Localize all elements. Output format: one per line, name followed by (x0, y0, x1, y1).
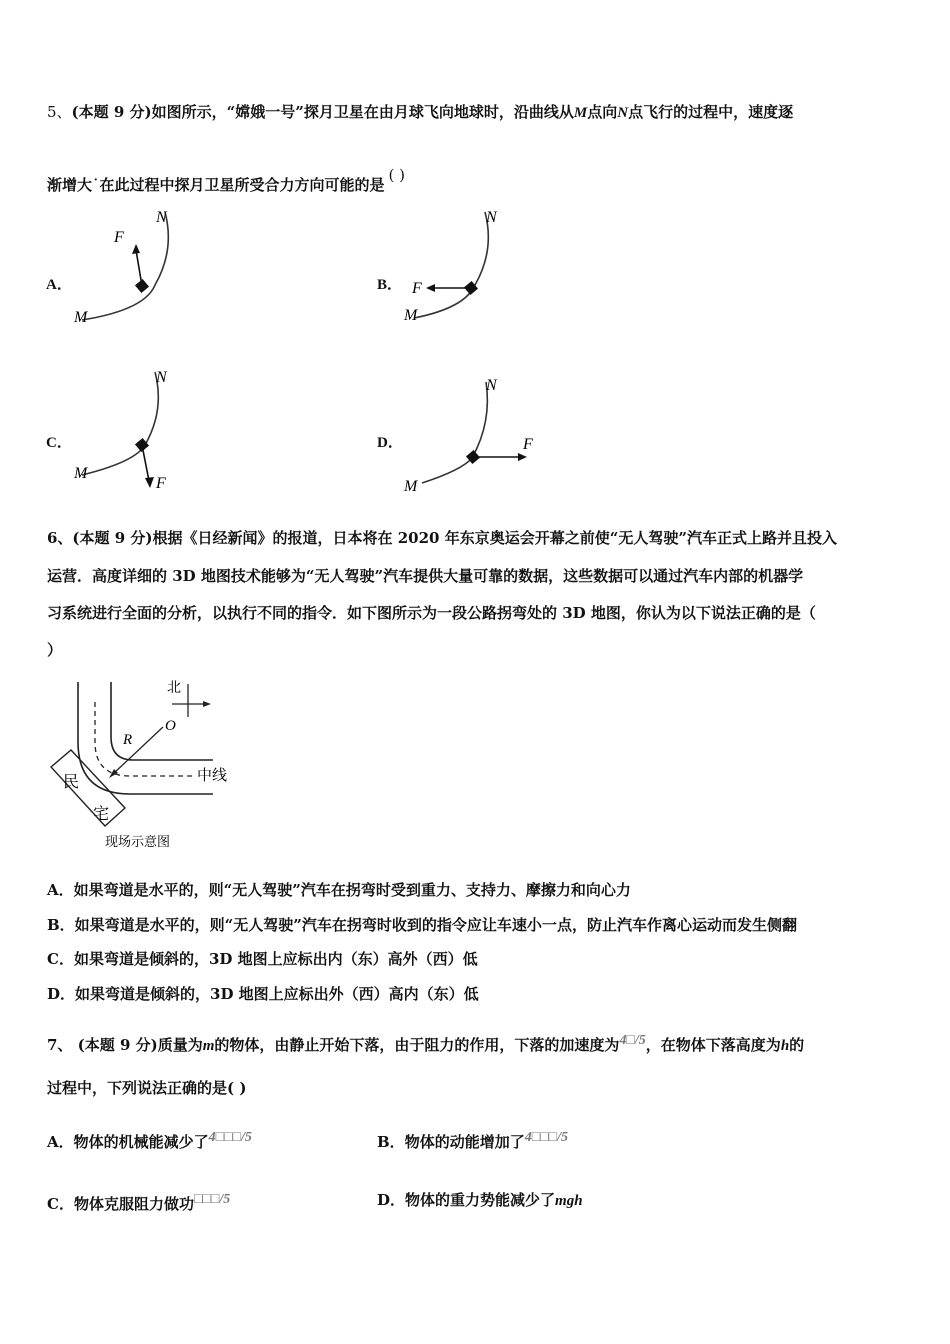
q6-option-b: B．如果弯道是水平的，则“无人驾驶”汽车在拐弯时收到的指令应让车速小一点，防止汽车作离心运动而发生侧翻 (47, 916, 797, 934)
q7-option-c-formula: □□□/5 (193, 1192, 231, 1207)
q5-option-a-label: A． (46, 277, 72, 293)
q5-option-a-diagram (70, 200, 210, 330)
q5-number: 5、 (47, 103, 72, 121)
force-arrow-head (426, 284, 435, 292)
q7-var-h: h (780, 1038, 790, 1054)
q6-road-map-figure (45, 672, 245, 857)
label-m: M (74, 309, 88, 326)
q7-option-b-label: B． (377, 1133, 405, 1151)
q7-accel-formula: 4□/5 (619, 1033, 646, 1048)
force-arrow-head (145, 477, 154, 488)
label-r: R (123, 732, 133, 748)
q7-var-m: m (202, 1038, 215, 1054)
figure-caption: 现场示意图 (105, 834, 171, 849)
q7-option-a-text: 物体的机械能减少了 (73, 1133, 209, 1151)
q7-text-end: 的 (789, 1036, 805, 1054)
q7-option-c (47, 1190, 230, 1214)
q5-answer-paren: ( ) (388, 166, 405, 184)
q5-option-b-label: B． (377, 277, 403, 293)
label-f: F (114, 229, 124, 246)
q6-line3: 习系统进行全面的分析，以执行不同的指令．如下图所示为一段公路拐弯处的 3D 地图，你认为以下说法正确的是（ (47, 604, 816, 622)
q5-option-b-diagram (400, 200, 540, 330)
q5-option-c-label: C． (46, 435, 72, 451)
q5-text-end: 点飞行的过程中，速度逐 (628, 103, 794, 121)
road-center-line (95, 702, 195, 776)
label-o: O (165, 718, 176, 734)
label-f: F (523, 436, 533, 453)
q7-option-b-formula: 4□□□/5 (524, 1130, 568, 1145)
road-outer-edge (78, 682, 213, 794)
force-arrow (136, 250, 142, 286)
force-arrow (142, 445, 149, 481)
q6-line1: 6、(本题 9 分)根据《日经新闻》的报道，日本将在 2020 年东京奥运会开幕之前使“无人驾驶”汽车正式上路并且投入 (47, 529, 837, 547)
q7-option-c-label: C． (47, 1195, 74, 1213)
road-inner-edge (111, 682, 213, 760)
q7-line2: 过程中，下列说法正确的是( ) (47, 1079, 247, 1097)
q5-points: (本题 9 分) (71, 103, 152, 121)
q7-option-d-text: 物体的重力势能减少了 (405, 1191, 556, 1209)
q7-text-mid: 的物体，由静止开始下落，由于阻力的作用，下落的加速度为 (214, 1036, 620, 1054)
trajectory-curve (82, 212, 168, 320)
label-f: F (156, 475, 166, 492)
q5-var-n: N (617, 105, 629, 121)
q6-line4: ） (47, 641, 63, 659)
q6-option-a: A．如果弯道是水平的，则“无人驾驶”汽车在拐弯时受到重力、支持力、摩擦力和向心力 (47, 881, 631, 899)
q5-var-m: M (573, 105, 588, 121)
radius-line (113, 727, 163, 774)
q5-line2-text: 渐增大˙在此过程中探月卫星所受合力方向可能的是 (47, 176, 385, 194)
q7-option-a-formula: 4□□□/5 (208, 1130, 252, 1145)
q7-option-d (377, 1190, 583, 1211)
q7-option-c-text: 物体克服阻力做功 (73, 1195, 194, 1213)
q6-option-d: D．如果弯道是倾斜的，3D 地图上应标出外（西）高内（东）低 (47, 985, 479, 1003)
q7-option-d-label: D． (377, 1191, 406, 1209)
label-n: N (156, 209, 167, 226)
q7-option-b-text: 物体的动能增加了 (404, 1133, 525, 1151)
q5-option-d-label: D． (377, 435, 403, 451)
label-m: M (74, 465, 88, 482)
q7-option-b (377, 1128, 568, 1152)
q5-line1 (47, 102, 793, 123)
q5-line2 (47, 165, 405, 195)
label-f: F (412, 280, 422, 297)
q7-text-post: ，在物体下落高度为 (645, 1036, 781, 1054)
trajectory-curve (414, 212, 488, 318)
trajectory-curve (82, 372, 158, 475)
q5-text: 如图所示，“嫦娥一号”探月卫星在由月球飞向地球时，沿曲线从 (151, 103, 574, 121)
label-center-line: 中线 (197, 768, 228, 784)
q7-line1 (47, 1031, 804, 1056)
label-residence-2: 宅 (93, 806, 110, 823)
q5-text-mid: 点向 (587, 103, 618, 121)
compass-east-arrow-icon (203, 701, 211, 707)
q5-option-d-diagram (400, 370, 550, 495)
q7-option-d-formula: mgh (555, 1193, 583, 1209)
force-arrow-head (132, 244, 140, 254)
label-n: N (156, 369, 167, 386)
q7-option-a-label: A． (47, 1133, 74, 1151)
q7-option-a (47, 1128, 252, 1152)
q6-line2: 运营．高度详细的 3D 地图技术能够为“无人驾驶”汽车提供大量可靠的数据，这些数据可以通过汽车内部的机器学 (47, 567, 804, 585)
label-m: M (404, 478, 418, 495)
label-residence-1: 民 (63, 774, 80, 791)
label-north: 北 (167, 681, 181, 696)
label-m: M (404, 307, 418, 324)
label-n: N (486, 377, 497, 394)
label-n: N (486, 209, 497, 226)
q6-option-c: C．如果弯道是倾斜的，3D 地图上应标出内（东）高外（西）低 (47, 950, 478, 968)
force-arrow-head (518, 453, 527, 461)
q7-text-pre: 7、 (本题 9 分)质量为 (47, 1036, 203, 1054)
q5-option-c-diagram (70, 360, 210, 495)
trajectory-curve (422, 382, 487, 483)
